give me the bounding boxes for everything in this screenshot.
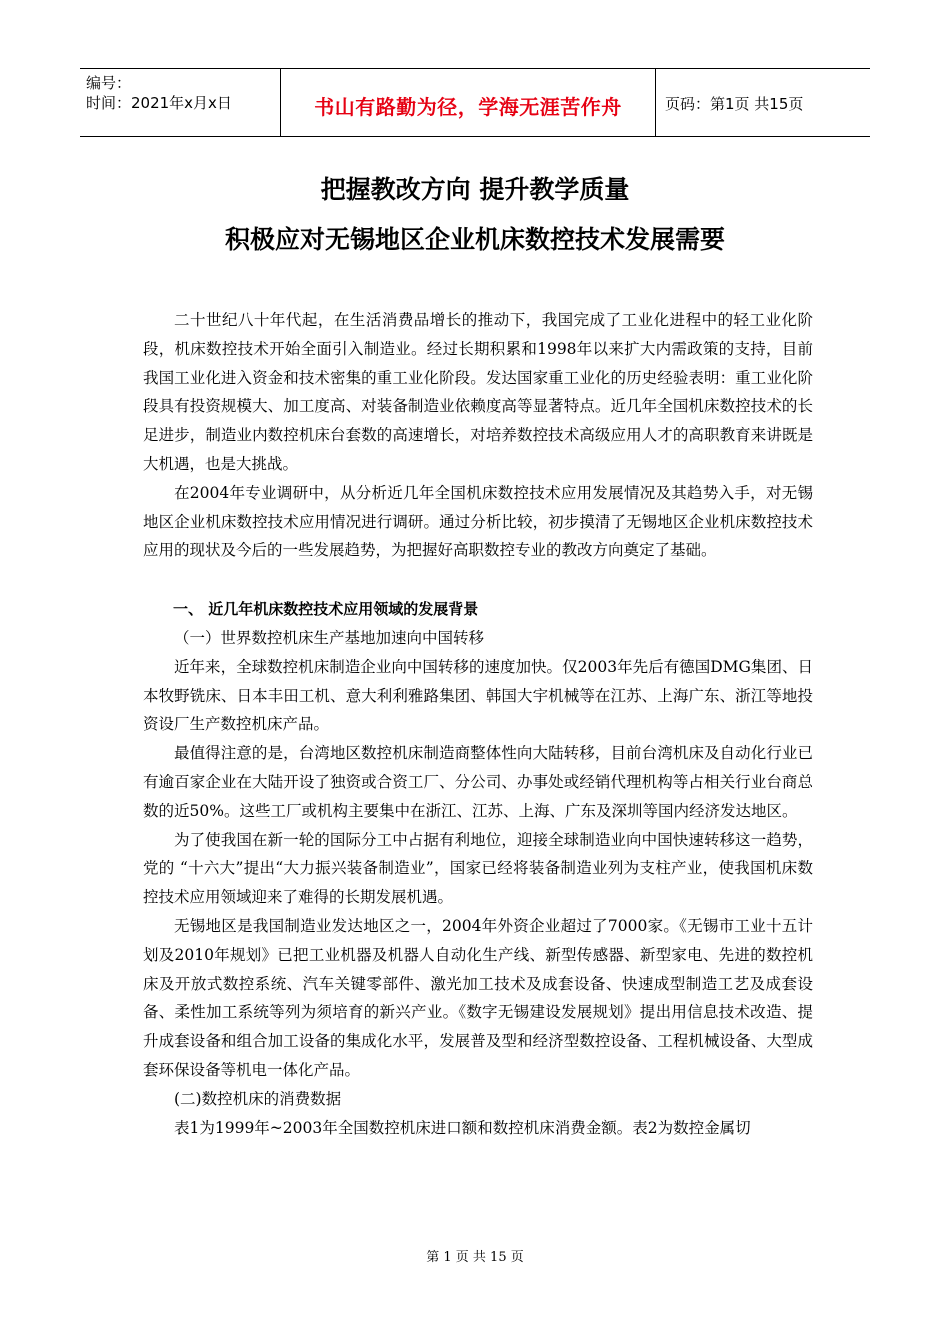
time-label: 时间：2021年x月x日 xyxy=(86,94,232,112)
number-label: 编号： xyxy=(86,74,132,92)
paragraph-5: 为了使我国在新一轮的国际分工中占据有利地位，迎接全球制造业向中国快速转移这一趋势，党的 “十六大”提出“大力振兴装备制造业”，国家已经将装备制造业列为支柱产业，使我国机床数控技术应用领域迎来了难得的长期发展机遇。 xyxy=(143,830,813,907)
subsection-heading-2: (二)数控机床的消费数据 xyxy=(174,1089,342,1108)
page-footer: 第 1 页 共 15 页 xyxy=(426,1250,524,1265)
motto-text: 书山有路勤为径，学海无涯苦作舟 xyxy=(314,95,622,119)
paragraph-7: 表1为1999年~2003年全国数控机床进口额和数控机床消费金额。表2为数控金属切 xyxy=(174,1118,751,1137)
section-heading-1: 一、 近几年机床数控技术应用领域的发展背景 xyxy=(173,600,479,619)
title-line-1: 把握教改方向 提升教学质量 xyxy=(320,175,630,204)
page-info: 页码：第1页 共15页 xyxy=(665,95,804,113)
paragraph-3: 近年来，全球数控机床制造企业向中国转移的速度加快。仅2003年先后有德国DMG集团、日本牧野铣床、日本丰田工机、意大利利雅路集团、韩国大宇机械等在江苏、上海广东、浙江等地投资设厂生产数控机床产品。 xyxy=(143,657,813,734)
paragraph-2: 在2004年专业调研中，从分析近几年全国机床数控技术应用发展情况及其趋势入手，对无锡地区企业机床数控技术应用情况进行调研。通过分析比较，初步摸清了无锡地区企业机床数控技术应用的现状及今后的一些发展趋势，为把握好高职数控专业的教改方向奠定了基础。 xyxy=(143,483,813,560)
header-meta-cell xyxy=(80,69,280,136)
header-table xyxy=(80,68,870,137)
paragraph-4: 最值得注意的是，台湾地区数控机床制造商整体性向大陆转移，目前台湾机床及自动化行业已有逾百家企业在大陆开设了独资或合资工厂、分公司、办事处或经销代理机构等占相关行业台商总数的近50%。这些工厂或机构主要集中在浙江、江苏、上海、广东及深圳等国内经济发达地区。 xyxy=(143,744,813,820)
paragraph-6: 无锡地区是我国制造业发达地区之一，2004年外资企业超过了7000家。《无锡市工业十五计划及2010年规划》已把工业机器及机器人自动化生产线、新型传感器、新型家电、先进的数控机床及开放式数控系统、汽车关键零部件、激光加工技术及成套设备、快速成型制造工艺及成套设备、柔性加工系统等列为须培育的新兴产业。《数字无锡建设发展规划》提出用信息技术改造、提升成套设备和组合加工设备的集成化水平，发展普及型和经济型数控设备、工程机械设备、大型成套环保设备等机电一体化产品。 xyxy=(143,916,813,1079)
document-body xyxy=(143,306,813,1142)
header-motto-cell xyxy=(280,69,656,136)
subsection-heading-1: （一）世界数控机床生产基地加速向中国转移 xyxy=(174,628,485,647)
header-page-cell xyxy=(655,69,870,136)
title-line-2: 积极应对无锡地区企业机床数控技术发展需要 xyxy=(224,225,725,254)
paragraph-1: 二十世纪八十年代起，在生活消费品增长的推动下，我国完成了工业化进程中的轻工业化阶段，机床数控技术开始全面引入制造业。经过长期积累和1998年以来扩大内需政策的支持，目前我国工业化进入资金和技术密集的重工业化阶段。发达国家重工业化的历史经验表明：重工业化阶段具有投资规模大、加工度高、对装备制造业依赖度高等显著特点。近几年全国机床数控技术的长足进步，制造业内数控机床台套数的高速增长，对培养数控技术高级应用人才的高职教育来讲既是大机遇，也是大挑战。 xyxy=(143,311,813,473)
